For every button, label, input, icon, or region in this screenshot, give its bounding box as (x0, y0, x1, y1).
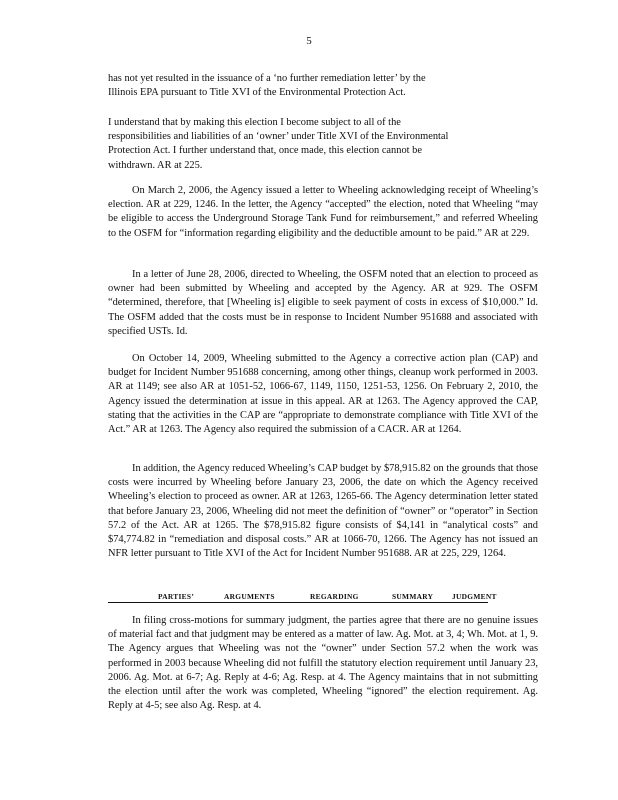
heading-word: SUMMARY (392, 592, 434, 601)
body-paragraph (108, 268, 538, 339)
paragraph: In addition, the Agency reduced Wheeling’s CAP budget by $78,915.82 on the grounds that those costs were incurred by Wheeling before January 23, 2006, the date on which the Agency received Wheeling’s election to proceed as owner. AR at 1263, 1265-66. The Agency determination letter stated that before January 23, 2006, Wheeling did not meet the definition of “owner” or “operator” in Section 57.2 of the Act. AR at 1265. The $78,915.82 figure consists of $4,141 in “analytical costs” and $74,774.82 in “remediation and disposal costs.” AR at 1066-70, 1266. The Agency has not issued an NFR letter pursuant to Title XVI of the Act for Incident Number 951688. AR at 225, 229, 1264. (108, 463, 538, 560)
quote-block (108, 116, 450, 173)
heading-word: PARTIES’ (158, 592, 195, 601)
quote-continuation (108, 72, 450, 100)
body-paragraph (108, 462, 538, 561)
body-paragraph (108, 184, 538, 241)
body-paragraph (108, 352, 538, 437)
paragraph: In a letter of June 28, 2006, directed to Wheeling, the OSFM noted that an election to proceed as owner had been submitted by Wheeling and accepted by the Agency. AR at 929. The OSFM “determined, therefore, that [Wheeling is] eligible to seek payment of costs in excess of $10,000.” Id. The OSFM added that the costs must be in response to Incident Number 951688 and associated with specified USTs. Id. (108, 269, 538, 337)
paragraph: On October 14, 2009, Wheeling submitted to the Agency a corrective action plan (CAP) and budget for Incident Number 951688 concerning, among other things, cleanup work performed in 2003. AR at 1149; see also AR at 1051-52, 1066-67, 1149, 1150, 1251-53, 1256. On February 2, 2010, the Agency issued the determination at issue in this appeal. AR at 1263. The Agency approved the CAP, stating that the activities in the CAP are “appropriate to demonstrate compliance with Title XVI of the Act.” AR at 1263. The Agency also required the submission of a CACR. AR at 1264. (108, 353, 538, 436)
page-number: 5 (306, 35, 312, 47)
heading-word: REGARDING (310, 592, 359, 601)
paragraph: has not yet resulted in the issuance of a ‘no further remediation letter’ by the Illinois EPA pursuant to Title XVI of the Environmental Protection Act. (108, 73, 426, 99)
paragraph: I understand that by making this election I become subject to all of the responsibilities and liabilities of an ‘owner’ under Title XVI of the Environmental Protection Act. I further understand that, once made, this election cannot be withdrawn. AR at 225. (108, 117, 449, 171)
heading-word: ARGUMENTS (224, 592, 275, 601)
paragraph: In filing cross-motions for summary judgment, the parties agree that there are no genuine issues of material fact and that judgment may be entered as a matter of law. Ag. Mot. at 3, 4; Wh. Mot. at 1, 9. The Agency argues that Wheeling was not the “owner” under Section 57.2 when the work was performed in 2003 because Wheeling did not fulfill the statutory election requirement until January 23, 2006. Ag. Mot. at 6-7; Ag. Reply at 4-6; Ag. Resp. at 4. The Agency maintains that in not submitting the election until after the work was completed, Wheeling “ignored” the election requirement. Ag. Reply at 4-5; see also Ag. Resp. at 4. (108, 615, 538, 712)
heading-word: JUDGMENT (452, 592, 497, 601)
body-paragraph (108, 614, 538, 713)
section-heading (108, 588, 497, 603)
paragraph: On March 2, 2006, the Agency issued a letter to Wheeling acknowledging receipt of Wheeling’s election. AR at 229, 1246. In the letter, the Agency “accepted” the election, noted that Wheeling “may be eligible to access the Underground Storage Tank Fund for reimbursement,” and referred Wheeling to the OSFM for “information regarding eligibility and the deductible amount to be paid.” AR at 229. (108, 185, 538, 239)
